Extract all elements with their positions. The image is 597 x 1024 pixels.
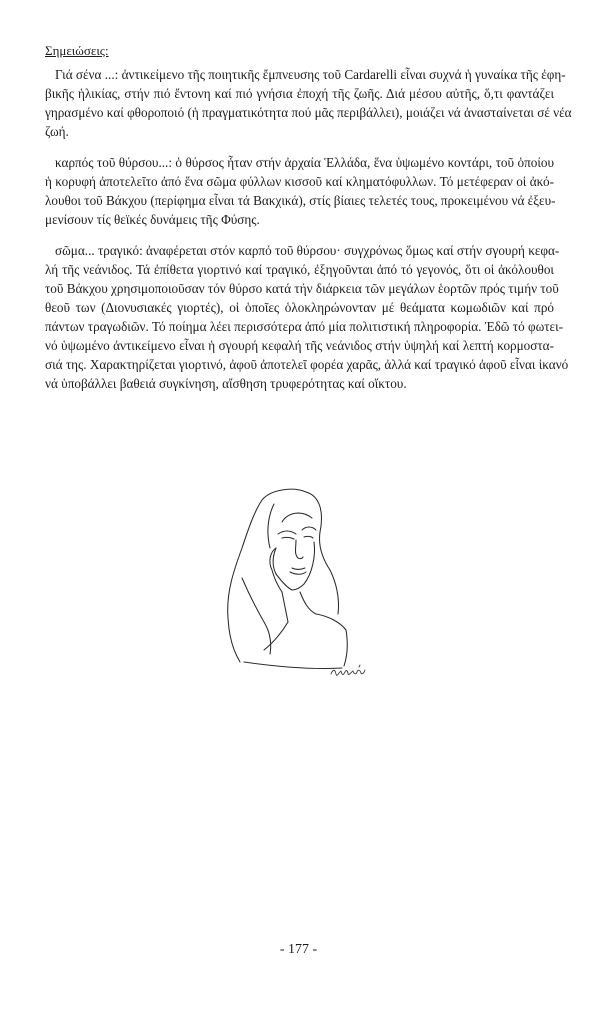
- paragraph-line: Γιά σένα ...: ἀντικείμενο τῆς ποιητικῆς ἔμπνευσης τοῦ Cardarelli εἶναι συχνά ἡ γυναίκα τῆς ἐφη-: [55, 67, 566, 82]
- paragraph-line: λουθοι τοῦ Βάκχου (περίφημα εἶναι τά Βακχικά), στίς βίαιες τελετές τους, προκειμένου νά ἐξευ-: [45, 193, 556, 208]
- paragraph-line: σιά της. Χαρακτηρίζεται γιορτινό, ἀφοῦ ἀποτελεῖ φορέα χαρᾶς, ἀλλά καί τραγικό ἀφοῦ εἶναι ἱκανό: [45, 357, 569, 372]
- paragraph-line: ζωή.: [45, 124, 69, 139]
- note-paragraph-tragic-body: [45, 241, 569, 393]
- paragraph-line: ἡ κορυφή ἀποτελεῖτο ἀπό ἕνα σῶμα φύλλων κισσοῦ καί κληματόφυλλων. Τό μετέφεραν οἱ ἀκό-: [45, 174, 554, 189]
- paragraph-line: πάντων τραγωδιῶν. Τό ποίημα λέει περισσότερα ἀπό μία πολιτιστική πληροφορία. Ἐδῶ τό φωτει-: [45, 319, 564, 334]
- paragraph-line: γηρασμένο καί φθοροποιό (ἡ πραγματικότητα πού μᾶς περιβάλλει), μοιάζει νά ἀνασταίνεται σέ νέα: [45, 105, 572, 120]
- paragraph-line: νό ὑψωμένο ἀντικείμενο εἶναι ἡ σγουρή κεφαλή τῆς νεάνιδος στήν ὑψηλή καί λεπτή κορμοστα-: [45, 338, 554, 353]
- portrait-illustration: [212, 482, 374, 690]
- note-paragraph-for-you: [45, 65, 572, 141]
- notes-heading: Σημειώσεις:: [45, 43, 109, 58]
- paragraph-line: νά ὑποβάλλει βαθειά συγκίνηση, αἴσθηση τρυφερότητας καί οἴκτου.: [45, 376, 407, 391]
- artist-signature: [329, 663, 369, 681]
- paragraph-line: καρπός τοῦ θύρσου...: ὁ θύρσος ἦταν στήν ἀρχαία Ἑλλάδα, ἕνα ὑψωμένο κοντάρι, τοῦ ὁποίου: [55, 155, 554, 170]
- paragraph-line: τοῦ Βάκχου χρησιμοποιοῦσαν τόν θύρσο κατά τήν διάρκεια τῶν μεγάλων ἑορτῶν πρός τιμήν τοῦ: [45, 281, 559, 296]
- note-paragraph-thyrsus-fruit: [45, 153, 554, 229]
- page-number: - 177 -: [279, 942, 318, 957]
- paragraph-line: μενίσουν τίς θεϊκές δυνάμεις τῆς Φύσης.: [45, 212, 260, 227]
- paragraph-line: λή τῆς νεάνιδος. Τά ἐπίθετα γιορτινό καί τραγικό, ἐξηγοῦνται ἀπό τό γεγονός, ὅτι οἱ ἀκόλουθοι: [45, 262, 554, 277]
- paragraph-line: θεοῦ των (Διονυσιακές γιορτές), οἱ ὁποῖες ὁλοκληρώνονταν μέ θεάματα κωμωδιῶν καί πρό: [45, 300, 554, 315]
- paragraph-line: σῶμα... τραγικό: ἀναφέρεται στόν καρπό τοῦ θύρσου· συγχρόνως ὅμως καί στήν σγουρή κεφα-: [55, 243, 560, 258]
- paragraph-line: βικῆς ἡλικίας, στήν πιό ἔντονη καί πιό γνήσια ἐποχή τῆς ζωῆς. Διά μέσου αὐτῆς, ὅ,τι φαντάζει: [45, 86, 554, 101]
